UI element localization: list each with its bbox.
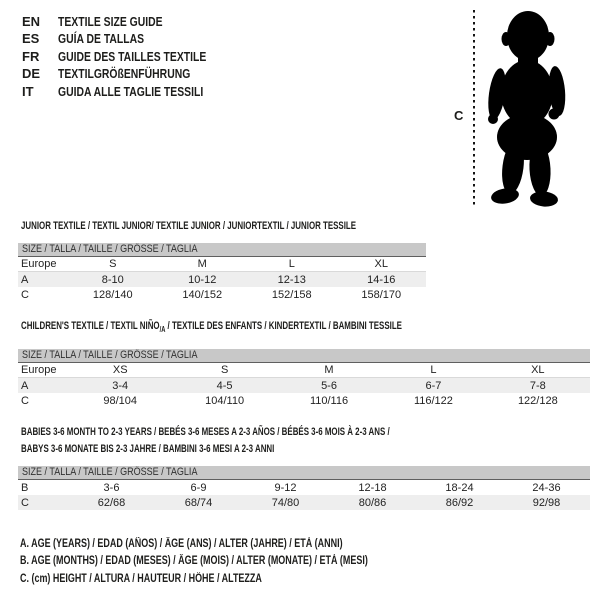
language-code: FR — [22, 48, 40, 64]
table-row-europe — [18, 257, 426, 272]
size-value-cell: L — [288, 258, 295, 270]
table-row-c — [18, 287, 426, 302]
babies-section-title-line2 — [21, 441, 590, 458]
size-value-cell: 92/98 — [532, 496, 561, 509]
size-value-cell: XL — [531, 364, 545, 377]
size-value-cell: 5-6 — [321, 379, 337, 392]
size-header-text: SIZE / TALLA / TAILLE / GRÖSSE / TAGLIA — [22, 243, 198, 255]
size-value-cell: 80/86 — [358, 496, 387, 509]
size-value-cell: 3-4 — [112, 379, 129, 392]
table-row-c — [18, 393, 590, 408]
table-row-a — [18, 272, 426, 287]
language-code: IT — [22, 83, 34, 99]
children-title-sub: /A — [159, 325, 166, 335]
size-value-cell: 3-6 — [103, 481, 120, 494]
language-title: GUIDA ALLE TAGLIE TESSILI — [58, 83, 204, 99]
row-label: A — [21, 379, 29, 392]
legend-line-a — [20, 536, 466, 553]
babies-section — [18, 424, 590, 510]
size-value-cell: XS — [112, 364, 128, 377]
language-title: GUIDE DES TAILLES TEXTILE — [58, 48, 207, 64]
row-label: Europe — [21, 364, 57, 377]
language-title: GUÍA DE TALLAS — [58, 31, 145, 47]
size-value-cell: 122/128 — [517, 394, 558, 407]
size-value-cell: 68/74 — [184, 496, 213, 509]
size-header-bar — [18, 349, 590, 363]
size-value-cell: 110/116 — [309, 394, 349, 407]
children-section-title-text — [21, 320, 402, 336]
language-row — [22, 30, 243, 47]
row-label: C — [21, 496, 29, 509]
row-label: A — [21, 273, 29, 286]
language-row — [22, 48, 243, 65]
table-row-europe — [18, 363, 590, 378]
language-row — [22, 13, 243, 30]
size-value-cell: 6-9 — [190, 481, 207, 494]
size-header-text: SIZE / TALLA / TAILLE / GRÖSSE / TAGLIA — [22, 466, 198, 478]
size-value-cell: 104/110 — [205, 394, 245, 407]
children-title-pre: CHILDREN'S TEXTILE / TEXTIL NIÑO — [21, 320, 160, 332]
size-value-cell: 140/152 — [182, 288, 223, 301]
junior-section — [18, 220, 426, 302]
row-label: C — [21, 394, 29, 407]
junior-section-title-text: JUNIOR TEXTILE / TEXTIL JUNIOR/ TEXTILE JUNIOR / JUNIORTEXTIL / JUNIOR TESSILE — [21, 220, 357, 232]
language-title: TEXTILGRÖßENFÜHRUNG — [58, 66, 191, 82]
size-value-cell: 12-18 — [358, 481, 387, 494]
size-value-cell: M — [197, 258, 207, 270]
size-value-cell: 128/140 — [92, 288, 133, 301]
size-value-cell: 6-7 — [425, 379, 442, 392]
size-value-cell: 152/158 — [271, 288, 312, 301]
babies-section-title-line2-text: BABYS 3-6 MONATE BIS 2-3 JAHRE / BAMBINI 3-6 MESI A 2-3 ANNI — [21, 443, 275, 455]
language-title: TEXTILE SIZE GUIDE — [58, 14, 163, 29]
size-header-text: SIZE / TALLA / TAILLE / GRÖSSE / TAGLIA — [22, 349, 198, 362]
size-value-cell: 116/122 — [413, 394, 453, 407]
junior-section-title — [21, 220, 426, 233]
legend-line-b — [20, 553, 466, 570]
legend — [20, 536, 466, 588]
table-row-b — [18, 480, 590, 495]
children-section — [18, 320, 590, 408]
baby-silhouette-figure — [440, 2, 596, 214]
children-section-title — [21, 320, 590, 336]
row-label: B — [21, 481, 29, 494]
size-value-cell: 74/80 — [271, 496, 300, 509]
height-label-c: C — [454, 108, 464, 123]
size-value-cell: 18-24 — [445, 481, 474, 494]
size-value-cell: S — [220, 364, 229, 377]
legend-line-c-text: C. (cm) HEIGHT / ALTURA / HAUTEUR / HÖHE / ALTEZZA — [20, 572, 262, 585]
language-code: ES — [22, 31, 40, 47]
size-header-bar — [18, 243, 426, 257]
size-value-cell: 86/92 — [445, 496, 474, 509]
size-value-cell: L — [430, 364, 437, 377]
babies-section-title-line1 — [21, 424, 590, 441]
language-row — [22, 65, 243, 82]
language-list — [22, 13, 243, 100]
row-label: C — [21, 288, 29, 301]
size-value-cell: 8-10 — [101, 273, 124, 286]
size-header-bar — [18, 466, 590, 480]
baby-silhouette — [485, 11, 567, 208]
size-value-cell: 4-5 — [216, 379, 233, 392]
size-value-cell: 10-12 — [188, 273, 217, 286]
row-label: Europe — [21, 258, 57, 270]
legend-line-c — [20, 571, 466, 588]
size-value-cell: 12-13 — [277, 273, 306, 286]
size-value-cell: M — [324, 364, 334, 377]
size-value-cell: 9-12 — [274, 481, 297, 494]
language-row — [22, 83, 243, 100]
size-value-cell: S — [109, 258, 117, 270]
size-value-cell: 7-8 — [529, 379, 546, 392]
table-row-a — [18, 378, 590, 393]
size-value-cell: 158/170 — [361, 288, 402, 301]
language-code: EN — [22, 14, 41, 29]
babies-section-title-line1-text: BABIES 3-6 MONTH TO 2-3 YEARS / BEBÉS 3-6 MESES A 2-3 AÑOS / BÉBÉS 3-6 MOIS À 2-3 ANS / — [21, 426, 390, 438]
language-code: DE — [22, 66, 41, 82]
size-value-cell: 98/104 — [103, 394, 138, 407]
size-value-cell: 14-16 — [367, 273, 396, 286]
children-title-post: / TEXTILE DES ENFANTS / KINDERTEXTIL / BAMBINI TESSILE — [165, 320, 402, 332]
size-value-cell: XL — [374, 258, 388, 270]
legend-line-a-text: A. AGE (YEARS) / EDAD (AÑOS) / ÂGE (ANS) / ALTER (JAHRE) / ETÀ (ANNI) — [20, 538, 343, 550]
size-value-cell: 62/68 — [97, 496, 126, 509]
table-row-c — [18, 495, 590, 510]
size-value-cell: 24-36 — [532, 481, 561, 494]
legend-line-b-text: B. AGE (MONTHS) / EDAD (MESES) / ÂGE (MOIS) / ALTER (MONATE) / ETÀ (MESI) — [20, 555, 368, 568]
